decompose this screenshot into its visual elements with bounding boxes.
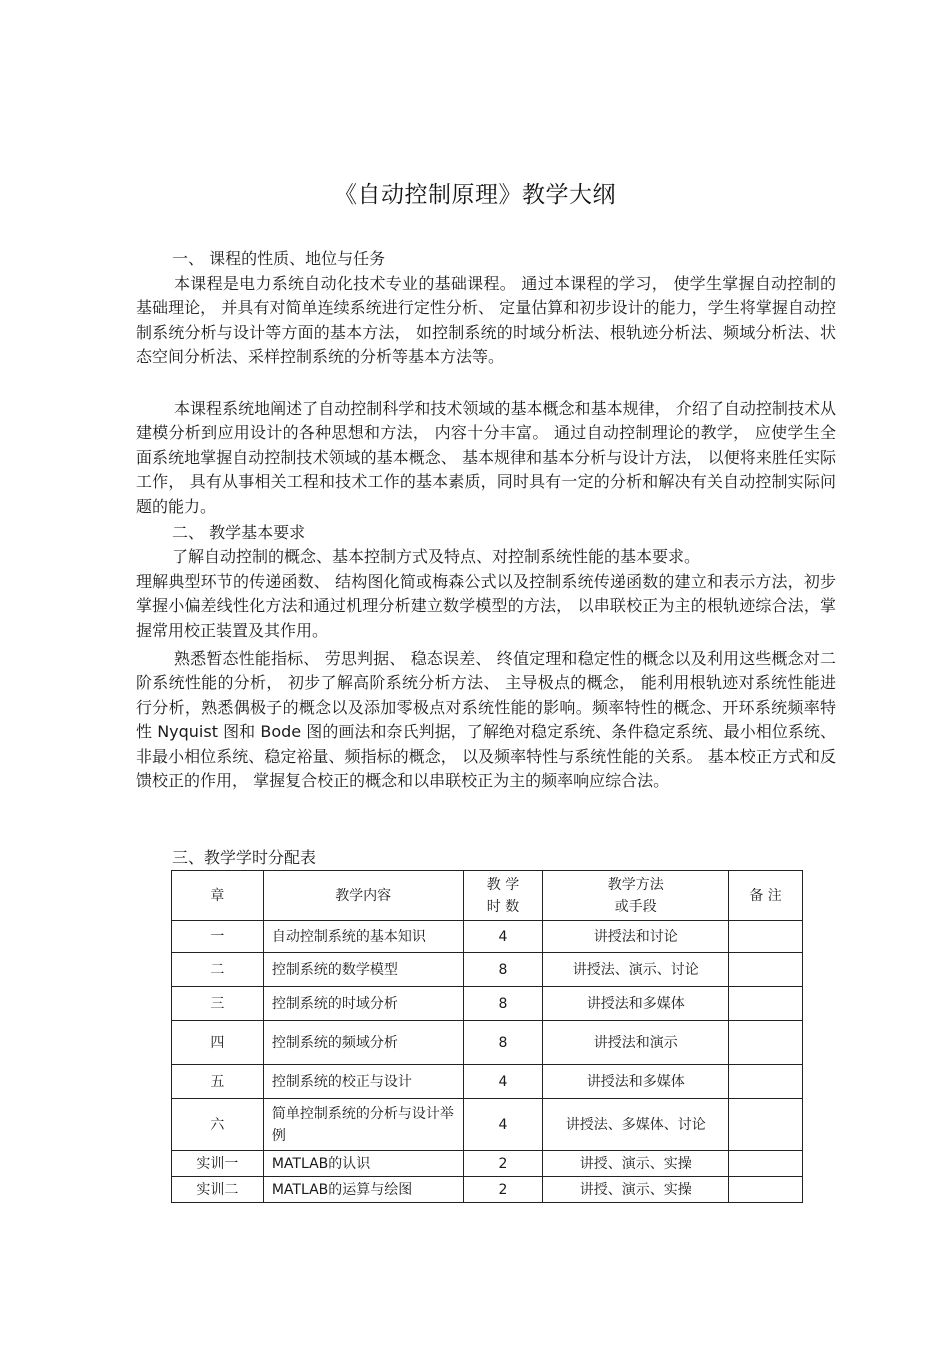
cell-hours: 8 [463,987,543,1021]
cell-hours: 8 [463,953,543,987]
cell-remark [729,1021,803,1065]
header-hours [463,871,543,921]
cell-chapter: 一 [172,921,264,953]
cell-method: 讲授法和多媒体 [543,987,729,1021]
cell-chapter: 五 [172,1065,264,1099]
header-hours-line-1: 教 学 [486,876,520,893]
section-1-heading: 一、 课程的性质、地位与任务 [172,249,386,268]
header-hours-line-2: 时 数 [486,898,520,915]
cell-chapter: 四 [172,1021,264,1065]
table-header-row [172,871,803,921]
cell-content: 自动控制系统的基本知识 [263,921,463,953]
table-row [172,953,803,987]
section-1-paragraph-1: 本课程是电力系统自动化技术专业的基础课程。 通过本课程的学习， 使学生掌握自动控制的基础理论， 并具有对简单连续系统进行定性分析、 定量估算和初步设计的能力，学生将掌握自动控制系统分析与设计等方面的基本方法， 如控制系统的时域分析法、根轨迹分析法、频域分析法、状态空间分析法、采样控制系统的分析等基本方法等。 [136,274,836,367]
header-method-line-2: 或手段 [614,898,657,915]
header-method [543,871,729,921]
cell-content: MATLAB的运算与绘图 [263,1177,463,1203]
cell-chapter: 实训一 [172,1151,264,1177]
cell-hours: 4 [463,1099,543,1151]
section-2-heading: 二、 教学基本要求 [172,523,306,542]
cell-remark [729,1177,803,1203]
cell-chapter: 二 [172,953,264,987]
cell-chapter: 六 [172,1099,264,1151]
cell-content: 控制系统的频域分析 [263,1021,463,1065]
cell-content: 控制系统的数学模型 [263,953,463,987]
header-content: 教学内容 [263,871,463,921]
table-row [172,1021,803,1065]
cell-method: 讲授、演示、实操 [543,1151,729,1177]
section-1-paragraph-2: 本课程系统地阐述了自动控制科学和技术领域的基本概念和基本规律， 介绍了自动控制技术从建模分析到应用设计的各种思想和方法， 内容十分丰富。 通过自动控制理论的教学， 应使学生全面系统地掌握自动控制技术领域的基本概念、 基本规律和基本分析与设计方法， 以便将来胜任实际工作， 具有从事相关工程和技术工作的基本素质，同时具有一定的分析和解决有关自动控制实际问题的能力。 [136,399,836,516]
section-3-heading: 三、教学学时分配表 [172,848,317,867]
table-row [172,1151,803,1177]
table-row [172,1177,803,1203]
header-remark: 备 注 [729,871,803,921]
cell-remark [729,921,803,953]
section-2-paragraph-1: 了解自动控制的概念、基本控制方式及特点、对控制系统性能的基本要求。 [172,547,701,566]
header-chapter: 章 [172,871,264,921]
cell-chapter: 实训二 [172,1177,264,1203]
table-row [172,1099,803,1151]
cell-method: 讲授法和演示 [543,1021,729,1065]
cell-remark [729,953,803,987]
table-row [172,987,803,1021]
cell-hours: 4 [463,921,543,953]
cell-method: 讲授法、多媒体、讨论 [543,1099,729,1151]
cell-hours: 8 [463,1021,543,1065]
cell-content: 简单控制系统的分析与设计举例 [263,1099,463,1151]
cell-hours: 2 [463,1151,543,1177]
cell-remark [729,987,803,1021]
cell-remark [729,1151,803,1177]
section-2-paragraph-2: 理解典型环节的传递函数、 结构图化简或梅森公式以及控制系统传递函数的建立和表示方法，初步掌握小偏差线性化方法和通过机理分析建立数学模型的方法， 以串联校正为主的根轨迹综合法，掌握常用校正装置及其作用。 [136,572,836,640]
section-2-paragraph-3: 熟悉暂态性能指标、 劳思判据、 稳态误差、 终值定理和稳定性的概念以及利用这些概念对二阶系统性能的分析， 初步了解高阶系统分析方法、 主导极点的概念， 能利用根轨迹对系统性能进行分析，熟悉偶极子的概念以及添加零极点对系统性能的影响。频率特性的概念、开环系统频率特性 Nyquist 图和 Bode 图的画法和奈氏判据，了解绝对稳定系统、条件稳定系统、最小相位系统、非最小相位系统、稳定裕量、频指标的概念， 以及频率特性与系统性能的关系。 基本校正方式和反馈校正的作用， 掌握复合校正的概念和以串联校正为主的频率响应综合法。 [136,649,836,791]
cell-chapter: 三 [172,987,264,1021]
hours-allocation-table [171,870,803,1203]
cell-remark [729,1065,803,1099]
cell-content: 控制系统的校正与设计 [263,1065,463,1099]
table-row [172,921,803,953]
table-row [172,1065,803,1099]
cell-content: MATLAB的认识 [263,1151,463,1177]
document-title: 《自动控制原理》教学大纲 [334,182,616,208]
cell-remark [729,1099,803,1151]
cell-method: 讲授法和讨论 [543,921,729,953]
header-method-line-1: 教学方法 [607,876,664,893]
cell-hours: 4 [463,1065,543,1099]
cell-method: 讲授法和多媒体 [543,1065,729,1099]
cell-method: 讲授法、演示、讨论 [543,953,729,987]
cell-content: 控制系统的时域分析 [263,987,463,1021]
cell-hours: 2 [463,1177,543,1203]
cell-method: 讲授、演示、实操 [543,1177,729,1203]
